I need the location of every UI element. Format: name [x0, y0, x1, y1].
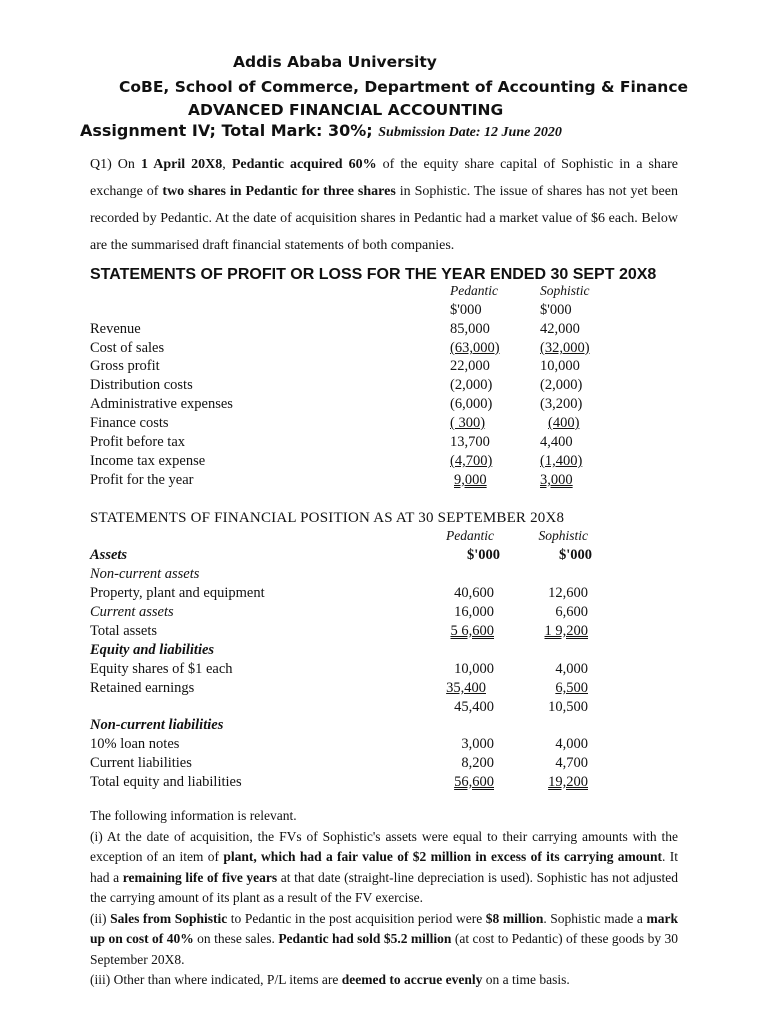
note-bold: mark up on cost of 40%	[90, 910, 678, 946]
non-current-liabilities-heading: Non-current liabilities	[90, 717, 224, 733]
submission-date: Submission Date: 12 June 2020	[378, 125, 562, 140]
note-text: on these sales.	[193, 931, 279, 946]
sfp-row	[90, 623, 610, 642]
pedantic-value: (2,000)	[450, 377, 493, 393]
sfp-row	[90, 699, 610, 718]
sophistic-value: (3,200)	[540, 396, 583, 412]
note-bold: plant, which had a fair value of $2 million in excess of its carrying amount	[223, 849, 663, 864]
pedantic-equity-total: 45,400	[454, 699, 494, 715]
pedantic-value: ( 300)	[450, 415, 486, 431]
pedantic-value: 22,000	[450, 358, 490, 374]
pedantic-value: 56,600	[454, 774, 494, 790]
department-name: CoBE, School of Commerce, Department of Accounting & Finance	[119, 78, 689, 96]
pedantic-value: (4,700)	[450, 453, 493, 469]
row-label: Retained earnings	[90, 680, 195, 696]
row-label: Current assets	[90, 604, 174, 620]
pedantic-value: 5 6,600	[450, 623, 494, 639]
pl-col-pedantic: Pedantic	[450, 283, 498, 298]
note-text: at that date (straight-line depreciation is used). Sophistic has not adjusted the carrying amount of its plant as a result of the FV exercise.	[90, 869, 679, 905]
pl-statement-title: STATEMENTS OF PROFIT OR LOSS FOR THE YEAR ENDED 30 SEPT 20X8	[90, 266, 657, 283]
sfp-row	[90, 604, 610, 623]
pl-row	[90, 453, 610, 472]
note-text: to Pedantic in the post acquisition period were	[227, 910, 486, 926]
sfp-row	[90, 717, 610, 736]
sfp-statement-title: STATEMENTS OF FINANCIAL POSITION AS AT 30 SEPTEMBER 20X8	[90, 510, 565, 526]
row-label: Income tax expense	[90, 453, 206, 469]
row-label: Cost of sales	[90, 340, 165, 356]
row-label: Equity shares of $1 each	[90, 661, 233, 677]
sophistic-value: 4,000	[555, 736, 588, 752]
question-1-text	[90, 151, 678, 259]
pl-row	[90, 377, 610, 396]
row-label: Total assets	[90, 623, 158, 639]
sophistic-value: 12,600	[548, 585, 588, 601]
note-text: (i) At the date of acquisition, the FVs of Sophistic's assets were equal to their carrying amounts with the exception of an item of	[90, 828, 678, 864]
sophistic-value: 4,700	[555, 755, 588, 771]
note-bold: deemed to accrue evenly	[341, 972, 483, 987]
sophistic-value: (2,000)	[540, 377, 583, 393]
sfp-unit-pedantic: $'000	[466, 547, 500, 563]
sophistic-value: 3,000	[540, 472, 573, 488]
row-label: Revenue	[90, 321, 141, 337]
row-label: Profit before tax	[90, 434, 186, 450]
pl-unit-pedantic: $'000	[450, 302, 482, 318]
row-label: Distribution costs	[90, 377, 193, 393]
pedantic-value: 8,200	[461, 755, 494, 771]
q1-text-part: Q1) On	[90, 157, 141, 172]
sfp-assets-header	[90, 547, 610, 566]
sfp-row	[90, 566, 610, 585]
row-label: Gross profit	[90, 358, 160, 374]
course-title: ADVANCED FINANCIAL ACCOUNTING	[188, 101, 504, 119]
row-label: Current liabilities	[90, 755, 192, 771]
row-label: Finance costs	[90, 415, 169, 431]
sophistic-value: 19,200	[548, 774, 588, 790]
sfp-column-names	[90, 528, 610, 547]
sophistic-value: 42,000	[540, 321, 580, 337]
sophistic-equity-total: 10,500	[548, 699, 588, 715]
note-bold: Pedantic had sold $5.2 million	[278, 931, 452, 946]
pedantic-value: 85,000	[450, 321, 490, 337]
sophistic-value: (400)	[548, 415, 580, 431]
sfp-row	[90, 642, 610, 661]
note-1	[90, 827, 678, 909]
sfp-row	[90, 774, 610, 793]
q1-bold-acquisition: Pedantic acquired 60%	[231, 157, 377, 172]
pedantic-value: (6,000)	[450, 396, 493, 412]
pl-column-names	[90, 283, 610, 302]
note-text: . It had a	[90, 849, 678, 885]
notes-intro: The following information is relevant.	[90, 808, 297, 823]
sophistic-value: 6,600	[555, 604, 588, 620]
sfp-row	[90, 585, 610, 604]
assignment-line	[80, 121, 562, 141]
q1-bold-exchange: two shares in Pedantic for three shares	[162, 184, 396, 199]
additional-information	[90, 806, 678, 991]
pl-col-sophistic: Sophistic	[540, 283, 590, 298]
pl-row	[90, 434, 610, 453]
pl-row	[90, 415, 610, 434]
row-label: Property, plant and equipment	[90, 585, 265, 601]
non-current-assets-heading: Non-current assets	[90, 566, 200, 582]
sfp-row	[90, 736, 610, 755]
pl-row	[90, 321, 610, 340]
sfp-col-pedantic: Pedantic	[446, 528, 494, 543]
pedantic-value: 3,000	[461, 736, 494, 752]
equity-liabilities-heading: Equity and liabilities	[90, 642, 215, 658]
note-text: on a time basis.	[482, 972, 570, 987]
q1-bold-date: 1 April 20X8	[140, 157, 223, 172]
row-label: 10% loan notes	[90, 736, 180, 752]
pedantic-value: 9,000	[454, 472, 487, 488]
note-bold: $8 million	[485, 910, 544, 926]
sophistic-value: 6,500	[555, 680, 588, 696]
sfp-row	[90, 661, 610, 680]
pedantic-value: 35,400	[446, 680, 486, 696]
note-3	[90, 970, 678, 991]
assets-heading: Assets	[90, 547, 128, 563]
sophistic-value: 10,000	[540, 358, 580, 374]
sophistic-value: (1,400)	[540, 453, 583, 469]
sophistic-value: 4,000	[555, 661, 588, 677]
sfp-row	[90, 755, 610, 774]
pedantic-value: 16,000	[454, 604, 494, 620]
pl-column-units	[90, 302, 610, 321]
pedantic-value: 40,600	[454, 585, 494, 601]
note-text: (at cost to Pedantic) of these goods by 30 September 20X8.	[90, 931, 678, 967]
note-text: . Sophistic made a	[543, 910, 647, 926]
row-label: Total equity and liabilities	[90, 774, 242, 790]
sfp-unit-sophistic: $'000	[558, 547, 592, 563]
sophistic-value: (32,000)	[540, 340, 590, 356]
q1-text-part: of the equity share capital of Sophistic in a share exchange of	[90, 157, 679, 199]
sfp-row	[90, 680, 610, 699]
note-2	[90, 909, 678, 971]
sfp-col-sophistic: Sophistic	[538, 528, 588, 543]
note-text: (iii) Other than where indicated, P/L items are	[90, 972, 342, 987]
pl-row	[90, 358, 610, 377]
sophistic-value: 1 9,200	[544, 623, 588, 639]
pl-row	[90, 472, 610, 491]
pl-row	[90, 396, 610, 415]
row-label: Administrative expenses	[90, 396, 233, 412]
note-bold: Sales from Sophistic	[110, 910, 228, 926]
assignment-title: Assignment IV; Total Mark: 30%;	[80, 121, 373, 140]
note-text: (ii)	[90, 910, 111, 926]
q1-text-part: in Sophistic. The issue of shares has not yet been recorded by Pedantic. At the date of acquisition shares in Pedantic had a market value of $6 each. Below are the summarised draft financial statements of both companies.	[90, 184, 678, 253]
sophistic-value: 4,400	[540, 434, 573, 450]
q1-text-part: ,	[222, 157, 232, 172]
university-name: Addis Ababa University	[233, 53, 437, 71]
pedantic-value: 13,700	[450, 434, 490, 450]
row-label: Profit for the year	[90, 472, 194, 488]
pedantic-value: 10,000	[454, 661, 494, 677]
pl-row	[90, 340, 610, 359]
note-bold: remaining life of five years	[122, 869, 278, 885]
pl-unit-sophistic: $'000	[540, 302, 572, 318]
pedantic-value: (63,000)	[450, 340, 500, 356]
